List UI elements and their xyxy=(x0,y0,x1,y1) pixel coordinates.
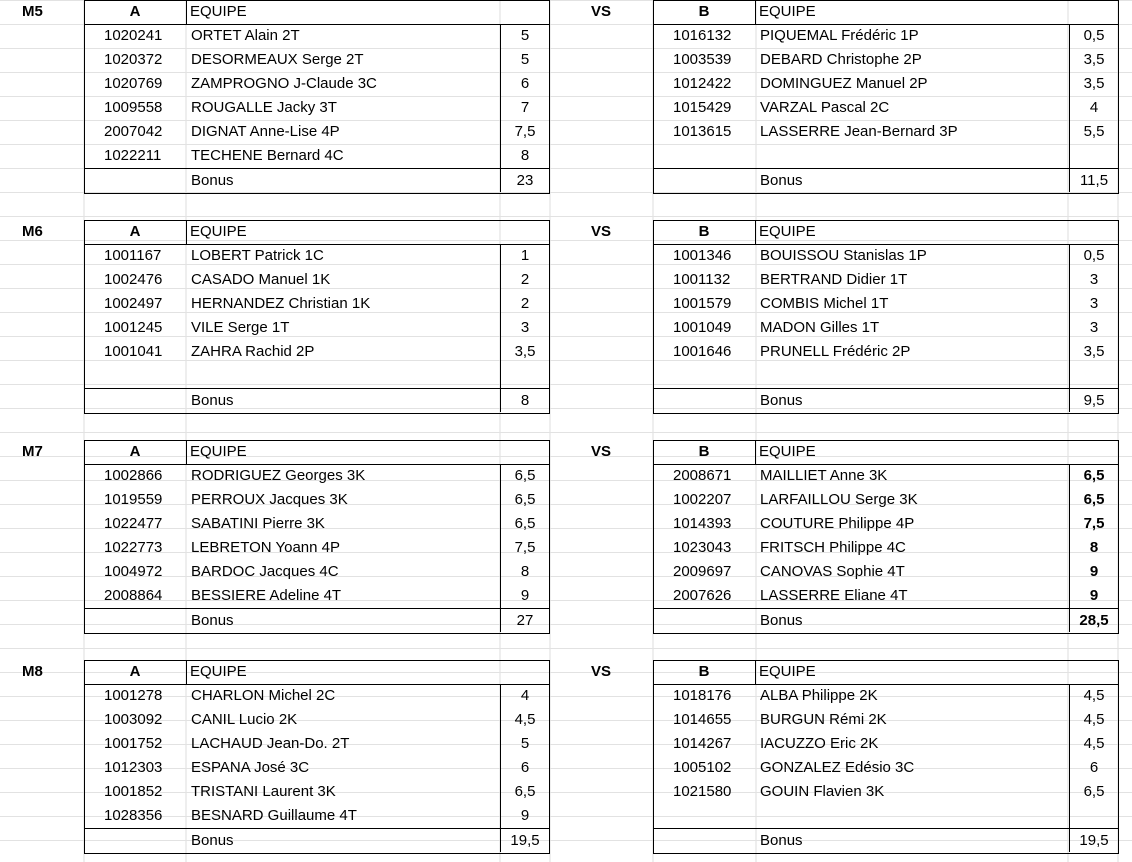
team-letter: B xyxy=(698,3,710,20)
player-license: 1023043 xyxy=(673,539,732,556)
team-header: EQUIPE xyxy=(190,663,247,680)
player-score: 4,5 xyxy=(1083,735,1105,752)
player-score: 6,5 xyxy=(514,491,536,508)
player-license: 1002497 xyxy=(104,295,163,312)
player-score: 3 xyxy=(1089,271,1099,288)
player-license: 1019559 xyxy=(104,491,163,508)
player-name: BERTRAND Didier 1T xyxy=(760,271,908,288)
player-score: 8 xyxy=(520,147,530,164)
player-score: 3,5 xyxy=(1083,51,1105,68)
player-name: LEBRETON Yoann 4P xyxy=(191,539,340,556)
player-name: TRISTANI Laurent 3K xyxy=(191,783,336,800)
team-letter: A xyxy=(129,223,141,240)
player-license: 1021580 xyxy=(673,783,732,800)
bonus-separator xyxy=(84,388,550,389)
player-license: 1014393 xyxy=(673,515,732,532)
player-license: 1002207 xyxy=(673,491,732,508)
player-name: ZAMPROGNO J-Claude 3C xyxy=(191,75,377,92)
vs-label: VS xyxy=(591,3,612,20)
player-score xyxy=(1069,144,1119,168)
bonus-label: Bonus xyxy=(760,612,803,629)
player-name: VILE Serge 1T xyxy=(191,319,290,336)
player-score: 9 xyxy=(520,807,530,824)
player-name: ROUGALLE Jacky 3T xyxy=(191,99,337,116)
player-name: PRUNELL Frédéric 2P xyxy=(760,343,911,360)
player-score: 5 xyxy=(520,51,530,68)
player-score: 9 xyxy=(1089,587,1099,604)
match-id: M8 xyxy=(22,663,43,680)
vs-label: VS xyxy=(591,443,612,460)
player-license: 1001278 xyxy=(104,687,163,704)
player-license: 1012303 xyxy=(104,759,163,776)
team-header: EQUIPE xyxy=(190,443,247,460)
player-score: 7,5 xyxy=(1083,515,1105,532)
header-divider xyxy=(186,0,187,24)
header-divider xyxy=(186,220,187,244)
player-name: BOUISSOU Stanislas 1P xyxy=(760,247,927,264)
player-score: 4 xyxy=(520,687,530,704)
player-score: 2 xyxy=(520,295,530,312)
player-name: LASSERRE Jean-Bernard 3P xyxy=(760,123,958,140)
player-score: 3,5 xyxy=(1083,343,1105,360)
player-name: HERNANDEZ Christian 1K xyxy=(191,295,371,312)
player-name: GOUIN Flavien 3K xyxy=(760,783,885,800)
player-name: BARDOC Jacques 4C xyxy=(191,563,339,580)
player-license: 1015429 xyxy=(673,99,732,116)
player-score: 6,5 xyxy=(514,783,536,800)
player-license: 1022477 xyxy=(104,515,163,532)
player-score: 3,5 xyxy=(514,343,536,360)
player-score: 4,5 xyxy=(1083,711,1105,728)
player-score xyxy=(1069,364,1119,388)
player-score: 3 xyxy=(520,319,530,336)
player-license: 2009697 xyxy=(673,563,732,580)
player-license: 1022211 xyxy=(104,147,162,164)
player-score xyxy=(500,364,550,388)
player-license: 1020241 xyxy=(104,27,163,44)
player-name: TECHENE Bernard 4C xyxy=(191,147,344,164)
player-score: 6 xyxy=(520,759,530,776)
player-license: 1014655 xyxy=(673,711,732,728)
player-license: 1028356 xyxy=(104,807,163,824)
player-license: 1001852 xyxy=(104,783,163,800)
team-letter: B xyxy=(698,223,710,240)
player-license: 2008864 xyxy=(104,587,163,604)
team-header: EQUIPE xyxy=(190,3,247,20)
team-header: EQUIPE xyxy=(759,443,816,460)
player-license: 2007042 xyxy=(104,123,163,140)
bonus-separator xyxy=(653,388,1119,389)
header-divider xyxy=(755,440,756,464)
player-license: 1001346 xyxy=(673,247,732,264)
bonus-separator xyxy=(653,168,1119,169)
bonus-value: 28,5 xyxy=(1079,612,1109,629)
team-header: EQUIPE xyxy=(759,223,816,240)
player-license: 1004972 xyxy=(104,563,163,580)
player-license: 2007626 xyxy=(673,587,732,604)
team-header: EQUIPE xyxy=(190,223,247,240)
header-divider xyxy=(755,660,756,684)
player-score: 5,5 xyxy=(1083,123,1105,140)
player-score: 5 xyxy=(520,735,530,752)
player-name: ALBA Philippe 2K xyxy=(760,687,878,704)
player-license: 1001646 xyxy=(673,343,732,360)
player-license: 1001579 xyxy=(673,295,732,312)
bonus-value: 27 xyxy=(516,612,534,629)
bonus-label: Bonus xyxy=(191,172,234,189)
player-score: 3 xyxy=(1089,319,1099,336)
player-name: RODRIGUEZ Georges 3K xyxy=(191,467,366,484)
match-id: M7 xyxy=(22,443,43,460)
player-name: LARFAILLOU Serge 3K xyxy=(760,491,918,508)
player-name: DESORMEAUX Serge 2T xyxy=(191,51,364,68)
player-score: 6,5 xyxy=(1083,783,1105,800)
team-letter: B xyxy=(698,663,710,680)
bonus-label: Bonus xyxy=(191,832,234,849)
team-header: EQUIPE xyxy=(759,3,816,20)
player-score: 5 xyxy=(520,27,530,44)
player-license: 1002476 xyxy=(104,271,163,288)
bonus-value: 11,5 xyxy=(1079,172,1109,189)
player-license: 1001167 xyxy=(104,247,162,264)
header-divider xyxy=(186,440,187,464)
player-score: 6,5 xyxy=(1083,491,1105,508)
player-score: 8 xyxy=(520,563,530,580)
match-id: M6 xyxy=(22,223,43,240)
player-name: DEBARD Christophe 2P xyxy=(760,51,922,68)
player-license: 1001049 xyxy=(673,319,732,336)
player-license: 1018176 xyxy=(673,687,732,704)
vs-label: VS xyxy=(591,663,612,680)
bonus-label: Bonus xyxy=(760,172,803,189)
player-license: 1002866 xyxy=(104,467,163,484)
bonus-label: Bonus xyxy=(191,612,234,629)
player-license: 1022773 xyxy=(104,539,163,556)
player-license: 1001132 xyxy=(673,271,731,288)
team-letter: B xyxy=(698,443,710,460)
player-name: CANOVAS Sophie 4T xyxy=(760,563,905,580)
vs-label: VS xyxy=(591,223,612,240)
player-score: 9 xyxy=(1089,563,1099,580)
player-license: 1001752 xyxy=(104,735,163,752)
player-license: 1009558 xyxy=(104,99,163,116)
team-letter: A xyxy=(129,3,141,20)
player-name: ZAHRA Rachid 2P xyxy=(191,343,315,360)
player-license: 1020769 xyxy=(104,75,163,92)
player-name: PIQUEMAL Frédéric 1P xyxy=(760,27,919,44)
bonus-value: 19,5 xyxy=(510,832,540,849)
team-header: EQUIPE xyxy=(759,663,816,680)
player-name: COUTURE Philippe 4P xyxy=(760,515,915,532)
player-score: 7,5 xyxy=(514,539,536,556)
header-divider xyxy=(755,220,756,244)
player-name: CHARLON Michel 2C xyxy=(191,687,336,704)
player-score xyxy=(1069,804,1119,828)
player-score: 7,5 xyxy=(514,123,536,140)
player-score: 3 xyxy=(1089,295,1099,312)
player-name: CANIL Lucio 2K xyxy=(191,711,298,728)
player-score: 6 xyxy=(1089,759,1099,776)
player-score: 6,5 xyxy=(1083,467,1105,484)
player-license: 1013615 xyxy=(673,123,732,140)
bonus-value: 9,5 xyxy=(1083,392,1105,409)
player-license: 1003539 xyxy=(673,51,732,68)
player-score: 2 xyxy=(520,271,530,288)
player-name: ESPANA José 3C xyxy=(191,759,310,776)
player-name: MAILLIET Anne 3K xyxy=(760,467,888,484)
bonus-separator xyxy=(84,828,550,829)
player-score: 4 xyxy=(1089,99,1099,116)
player-score: 6,5 xyxy=(514,467,536,484)
player-score: 4,5 xyxy=(1083,687,1105,704)
header-divider xyxy=(755,0,756,24)
player-license: 2008671 xyxy=(673,467,732,484)
match-id: M5 xyxy=(22,3,43,20)
team-letter: A xyxy=(129,443,141,460)
bonus-value: 23 xyxy=(516,172,534,189)
player-name: IACUZZO Eric 2K xyxy=(760,735,879,752)
player-name: SABATINI Pierre 3K xyxy=(191,515,325,532)
bonus-label: Bonus xyxy=(191,392,234,409)
player-name: LACHAUD Jean-Do. 2T xyxy=(191,735,350,752)
player-license: 1003092 xyxy=(104,711,163,728)
player-license: 1016132 xyxy=(673,27,732,44)
player-score: 6,5 xyxy=(514,515,536,532)
player-name: ORTET Alain 2T xyxy=(191,27,300,44)
player-score: 4,5 xyxy=(514,711,536,728)
player-score: 1 xyxy=(520,247,530,264)
player-name: LOBERT Patrick 1C xyxy=(191,247,324,264)
header-divider xyxy=(186,660,187,684)
player-name: PERROUX Jacques 3K xyxy=(191,491,348,508)
player-license: 1001245 xyxy=(104,319,163,336)
player-name: BESNARD Guillaume 4T xyxy=(191,807,357,824)
player-score: 0,5 xyxy=(1083,27,1105,44)
team-letter: A xyxy=(129,663,141,680)
bonus-label: Bonus xyxy=(760,832,803,849)
bonus-separator xyxy=(653,828,1119,829)
player-score: 6 xyxy=(520,75,530,92)
player-license: 1012422 xyxy=(673,75,732,92)
player-name: GONZALEZ Edésio 3C xyxy=(760,759,915,776)
player-license: 1014267 xyxy=(673,735,732,752)
player-score: 9 xyxy=(520,587,530,604)
player-score: 3,5 xyxy=(1083,75,1105,92)
player-score: 8 xyxy=(1089,539,1099,556)
player-name: CASADO Manuel 1K xyxy=(191,271,331,288)
player-license: 1005102 xyxy=(673,759,732,776)
player-score: 7 xyxy=(520,99,530,116)
player-name: MADON Gilles 1T xyxy=(760,319,880,336)
player-name: VARZAL Pascal 2C xyxy=(760,99,890,116)
player-name: BURGUN Rémi 2K xyxy=(760,711,887,728)
bonus-separator xyxy=(84,168,550,169)
player-license: 1001041 xyxy=(104,343,163,360)
player-name: LASSERRE Eliane 4T xyxy=(760,587,908,604)
player-name: FRITSCH Philippe 4C xyxy=(760,539,906,556)
bonus-separator xyxy=(653,608,1119,609)
player-name: DIGNAT Anne-Lise 4P xyxy=(191,123,340,140)
player-score: 0,5 xyxy=(1083,247,1105,264)
player-name: DOMINGUEZ Manuel 2P xyxy=(760,75,928,92)
bonus-value: 8 xyxy=(520,392,530,409)
player-license: 1020372 xyxy=(104,51,163,68)
bonus-value: 19,5 xyxy=(1079,832,1109,849)
player-name: BESSIERE Adeline 4T xyxy=(191,587,342,604)
bonus-separator xyxy=(84,608,550,609)
bonus-label: Bonus xyxy=(760,392,803,409)
player-name: COMBIS Michel 1T xyxy=(760,295,889,312)
